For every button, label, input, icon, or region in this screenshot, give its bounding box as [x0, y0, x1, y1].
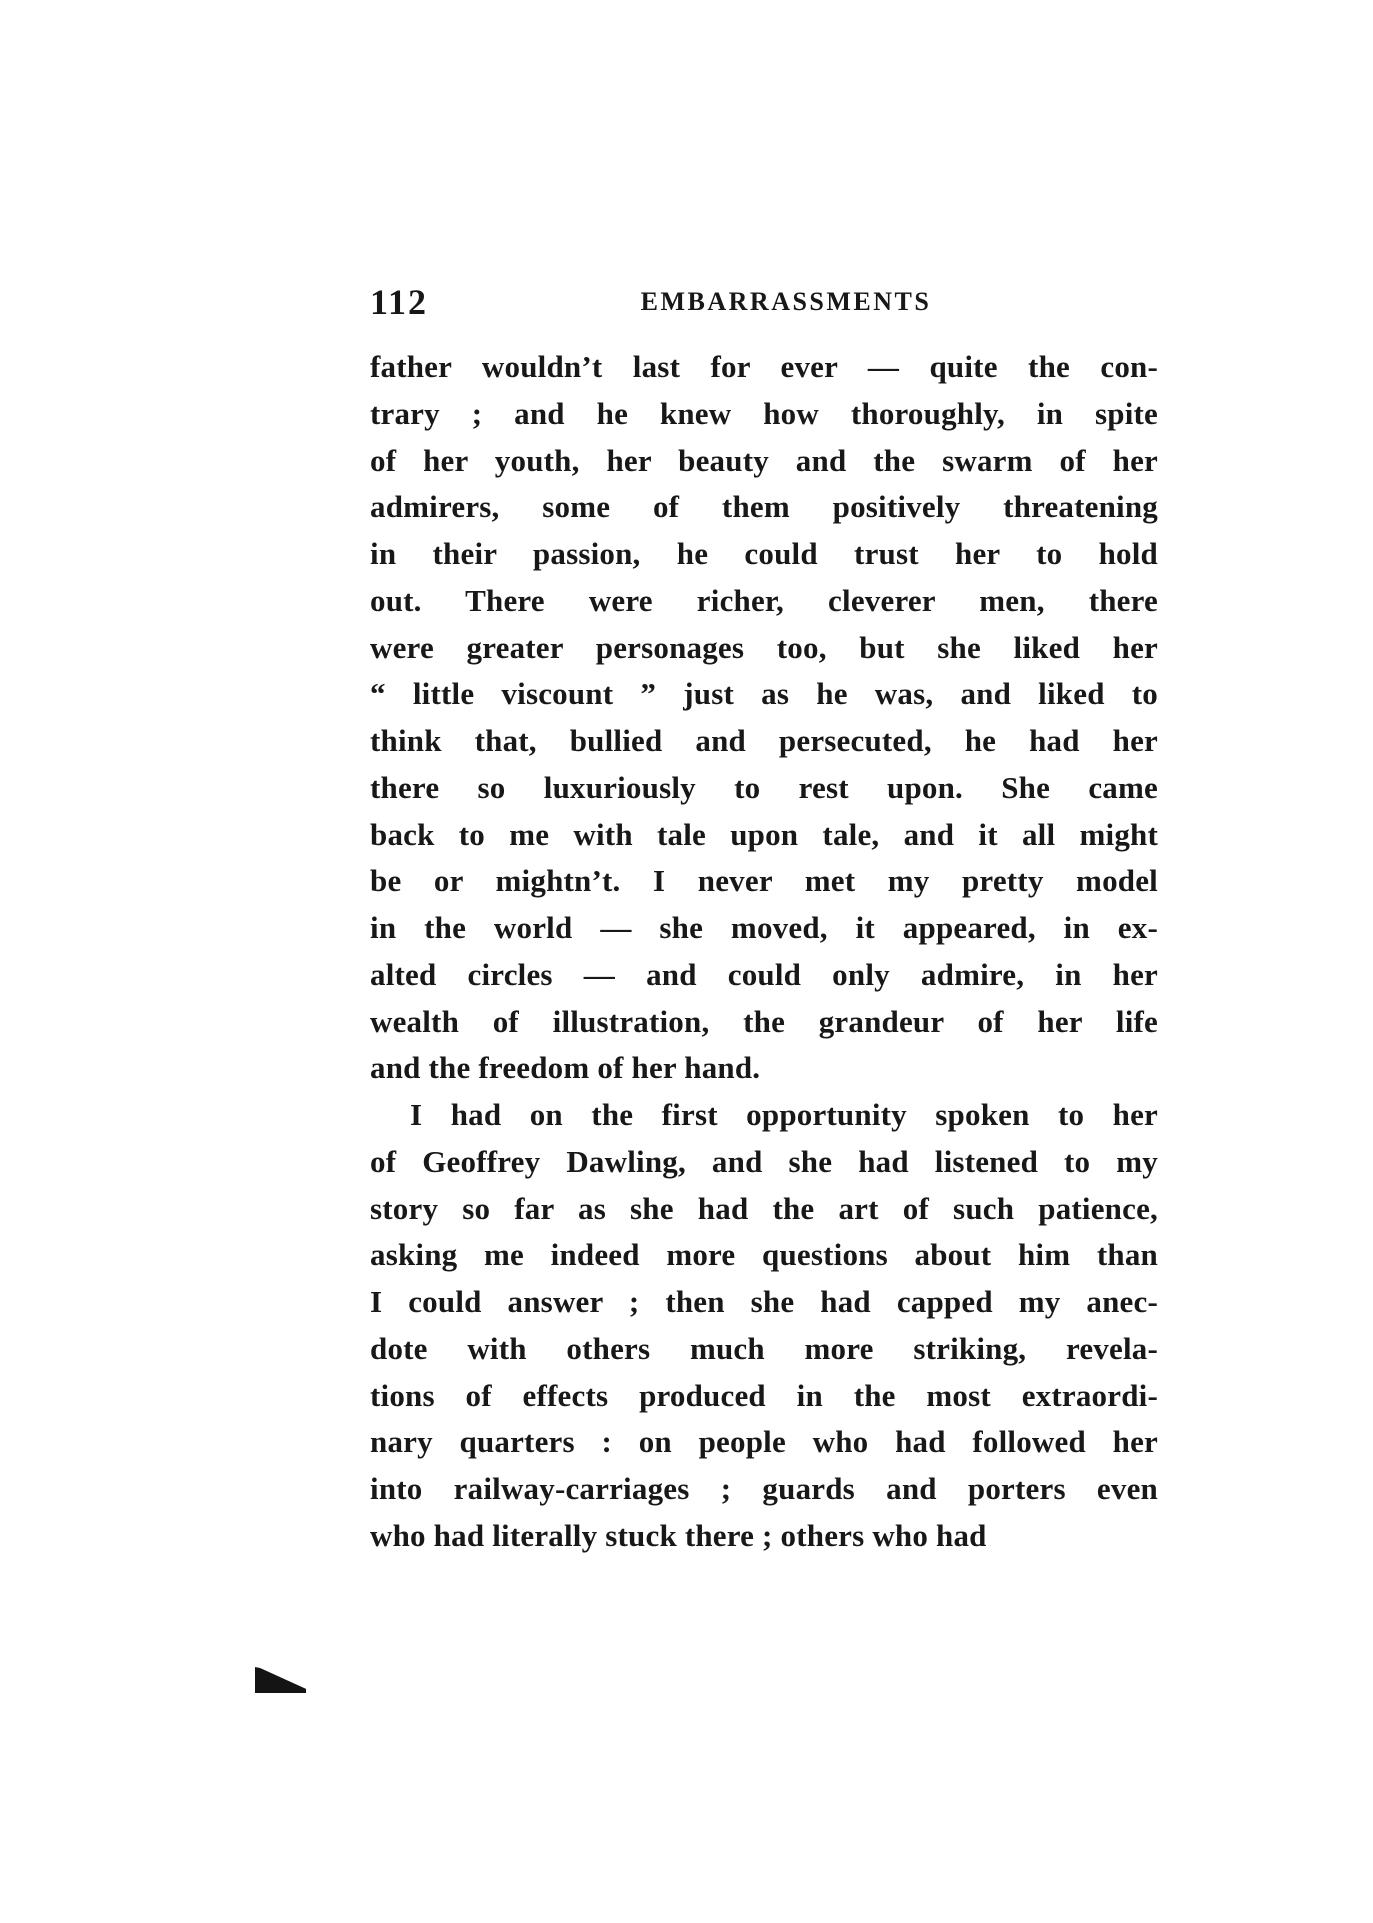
text-line: and the freedom of her hand.	[370, 1050, 761, 1086]
text-line: in the world — she moved, it appeared, in ex-	[370, 910, 1158, 945]
text-line: in their passion, he could trust her to hold	[370, 536, 1158, 571]
body-text	[370, 344, 1158, 1560]
text-line: there so luxuriously to rest upon. She came	[370, 769, 1158, 805]
text-line: father wouldn’t last for ever — quite the con-	[370, 349, 1158, 384]
text-line: think that, bullied and persecuted, he had her	[370, 723, 1158, 758]
text-line: nary quarters : on people who had followed her	[370, 1424, 1158, 1460]
text-line: I could answer ; then she had capped my anec-	[370, 1284, 1158, 1319]
text-line: dote with others much more striking, revela-	[370, 1330, 1158, 1366]
text-line: wealth of illustration, the grandeur of her life	[370, 1003, 1158, 1039]
text-line: be or mightn’t. I never met my pretty model	[370, 863, 1158, 899]
text-line: who had literally stuck there ; others who had	[370, 1517, 987, 1553]
running-header: EMBARRASSMENTS	[640, 287, 932, 316]
text-line: “ little viscount ” just as he was, and liked to	[370, 676, 1158, 712]
text-line: were greater personages too, but she liked her	[370, 629, 1158, 665]
text-line: trary ; and he knew how thoroughly, in spite	[370, 395, 1158, 431]
page-header	[370, 281, 1158, 325]
text-line: out. There were richer, cleverer men, there	[370, 582, 1158, 618]
text-line: admirers, some of them positively threatening	[370, 489, 1158, 525]
text-line: into railway-carriages ; guards and porters even	[370, 1471, 1158, 1506]
text-line: asking me indeed more questions about him than	[370, 1237, 1158, 1273]
text-line: of Geoffrey Dawling, and she had listened to my	[370, 1143, 1158, 1179]
text-line: I had on the first opportunity spoken to her	[410, 1097, 1158, 1132]
text-line: back to me with tale upon tale, and it all might	[370, 816, 1158, 852]
page-number: 112	[370, 282, 429, 322]
text-line: tions of effects produced in the most extraordi-	[370, 1377, 1158, 1413]
printer-wedge-mark	[255, 1667, 306, 1693]
text-line: of her youth, her beauty and the swarm of her	[370, 442, 1158, 478]
text-line: alted circles — and could only admire, in her	[370, 956, 1158, 992]
text-line: story so far as she had the art of such patience,	[370, 1190, 1158, 1226]
